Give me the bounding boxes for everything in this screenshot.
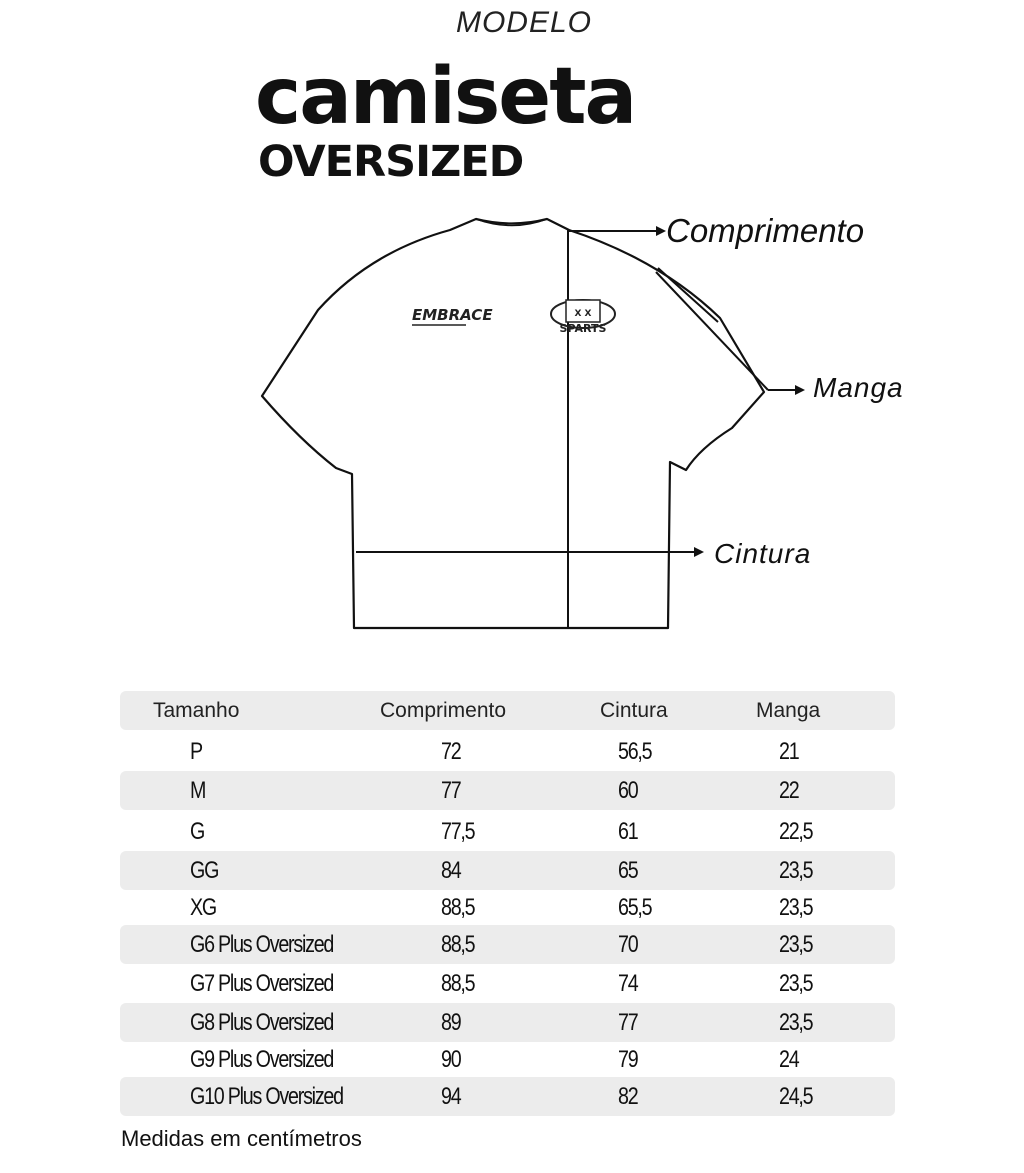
model-label: MODELO <box>455 6 593 39</box>
svg-text:EMBRACE: EMBRACE <box>412 306 493 324</box>
size-cell: M <box>190 776 206 804</box>
comprimento-cell: 84 <box>441 856 461 884</box>
title-oversized: OVERSIZED <box>258 137 524 187</box>
table-row <box>120 890 895 925</box>
size-cell: GG <box>190 856 219 884</box>
header-comprimento: Comprimento <box>380 698 507 722</box>
size-cell: G7 Plus Oversized <box>190 969 334 997</box>
manga-cell: 22 <box>779 776 799 804</box>
comprimento-cell: 77,5 <box>441 817 475 845</box>
table-row <box>120 1003 895 1042</box>
table-row <box>120 851 895 890</box>
cintura-cell: 60 <box>618 776 638 804</box>
header-manga: Manga <box>756 698 821 722</box>
manga-cell: 21 <box>779 737 799 765</box>
comprimento-cell: 77 <box>441 776 461 804</box>
comprimento-cell: 88,5 <box>441 930 475 958</box>
size-cell: G <box>190 817 205 845</box>
header-tamanho: Tamanho <box>153 698 240 722</box>
size-cell: G9 Plus Oversized <box>190 1045 334 1073</box>
manga-cell: 23,5 <box>779 893 813 921</box>
size-cell: G10 Plus Oversized <box>190 1082 343 1110</box>
cintura-cell: 79 <box>618 1045 638 1073</box>
label-manga: Manga <box>813 372 904 403</box>
label-cintura: Cintura <box>714 538 812 569</box>
table-header-row <box>120 691 895 730</box>
manga-cell: 24,5 <box>779 1082 813 1110</box>
comprimento-cell: 94 <box>441 1082 461 1110</box>
table-row <box>120 1042 895 1077</box>
embrace-logo <box>412 306 493 325</box>
cintura-cell: 77 <box>618 1008 638 1036</box>
academia-logo <box>551 300 615 335</box>
table-row <box>120 732 895 771</box>
manga-cell: 23,5 <box>779 1008 813 1036</box>
manga-cell: 22,5 <box>779 817 813 845</box>
size-cell: G8 Plus Oversized <box>190 1008 334 1036</box>
size-cell: XG <box>190 893 216 921</box>
table-row <box>120 771 895 810</box>
manga-cell: 23,5 <box>779 969 813 997</box>
size-cell: G6 Plus Oversized <box>190 930 334 958</box>
units-note: Medidas em centímetros <box>121 1126 362 1151</box>
svg-text:SPARTS: SPARTS <box>559 322 607 335</box>
table-row <box>120 812 895 851</box>
size-table <box>120 691 895 1116</box>
shirt-diagram <box>0 200 1024 640</box>
cintura-cell: 70 <box>618 930 638 958</box>
table-row <box>120 925 895 964</box>
cintura-cell: 74 <box>618 969 638 997</box>
cintura-cell: 65,5 <box>618 893 652 921</box>
table-row <box>120 1077 895 1116</box>
table-row <box>120 964 895 1003</box>
title-camiseta: camiseta <box>255 52 636 142</box>
cintura-cell: 82 <box>618 1082 638 1110</box>
cintura-cell: 65 <box>618 856 638 884</box>
manga-cell: 23,5 <box>779 930 813 958</box>
comprimento-cell: 88,5 <box>441 893 475 921</box>
shirt-outline <box>262 219 764 628</box>
size-cell: P <box>190 737 202 765</box>
label-comprimento: Comprimento <box>666 212 865 249</box>
cintura-cell: 56,5 <box>618 737 652 765</box>
comprimento-cell: 72 <box>441 737 461 765</box>
comprimento-cell: 90 <box>441 1045 461 1073</box>
cintura-cell: 61 <box>618 817 638 845</box>
manga-cell: 24 <box>779 1045 799 1073</box>
manga-cell: 23,5 <box>779 856 813 884</box>
comprimento-cell: 89 <box>441 1008 461 1036</box>
svg-text:X X: X X <box>574 309 592 319</box>
header-cintura: Cintura <box>600 698 668 722</box>
comprimento-cell: 88,5 <box>441 969 475 997</box>
